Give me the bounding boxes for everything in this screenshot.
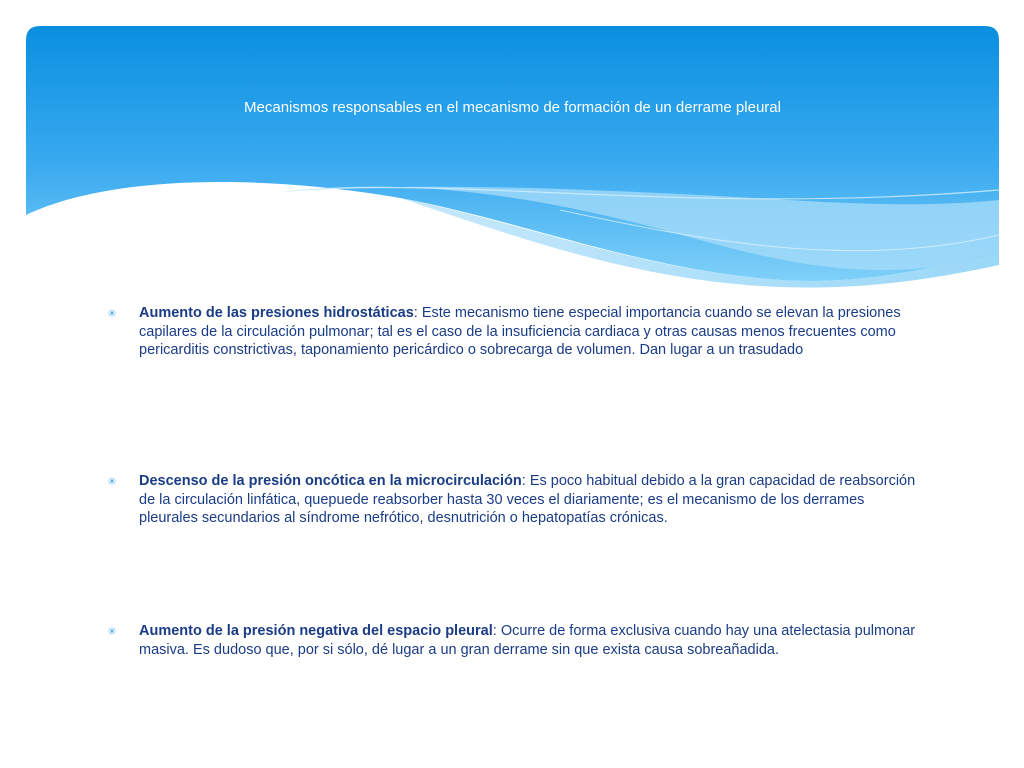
bullet-text xyxy=(139,304,925,360)
list-item xyxy=(105,622,925,659)
slide-title: Mecanismos responsables en el mecanismo de formación de un derrame pleural xyxy=(244,99,781,116)
list-item xyxy=(105,472,925,528)
bullet-term: Aumento de las presiones hidrostáticas xyxy=(139,305,414,321)
bullet-separator: : xyxy=(492,623,501,639)
bullet-term: Descenso de la presión oncótica en la microcirculación xyxy=(139,473,522,489)
bullet-text xyxy=(139,472,925,528)
bullet-text xyxy=(139,622,925,659)
list-item xyxy=(105,304,925,360)
asterisk-bullet-icon: ✳ xyxy=(107,626,117,638)
bullet-description: Ocurre de forma exclusiva cuando hay una atelectasia pulmonar masiva. Es dudoso que, por si sólo, dé lugar a un gran derrame sin que exista causa sobreañadida. xyxy=(139,623,916,658)
asterisk-bullet-icon: ✳ xyxy=(107,476,117,488)
bullet-description: Este mecanismo tiene especial importancia cuando se elevan la presiones capilares de la circulación pulmonar; tal es el caso de la insuficiencia cardiaca y otras causas menos frecuentes como pericarditis constrictivas, taponamiento pericárdico o sobrecarga de volumen. Dan lugar a un trasudado xyxy=(139,305,901,358)
header-banner xyxy=(0,0,1024,300)
bullet-separator: : xyxy=(521,473,530,489)
bullet-term: Aumento de la presión negativa del espacio pleural xyxy=(139,623,493,639)
bullet-separator: : xyxy=(413,305,422,321)
bullet-description: Es poco habitual debido a la gran capacidad de reabsorción de la circulación linfática, quepuede reabsorber hasta 30 veces el diariamente; es el mecanismo de los derrames pleurales secundarios al síndrome nefrótico, desnutrición o hepatopatías crónicas. xyxy=(139,473,916,526)
wave-banner-graphic xyxy=(0,0,1024,300)
asterisk-bullet-icon: ✳ xyxy=(107,308,117,320)
